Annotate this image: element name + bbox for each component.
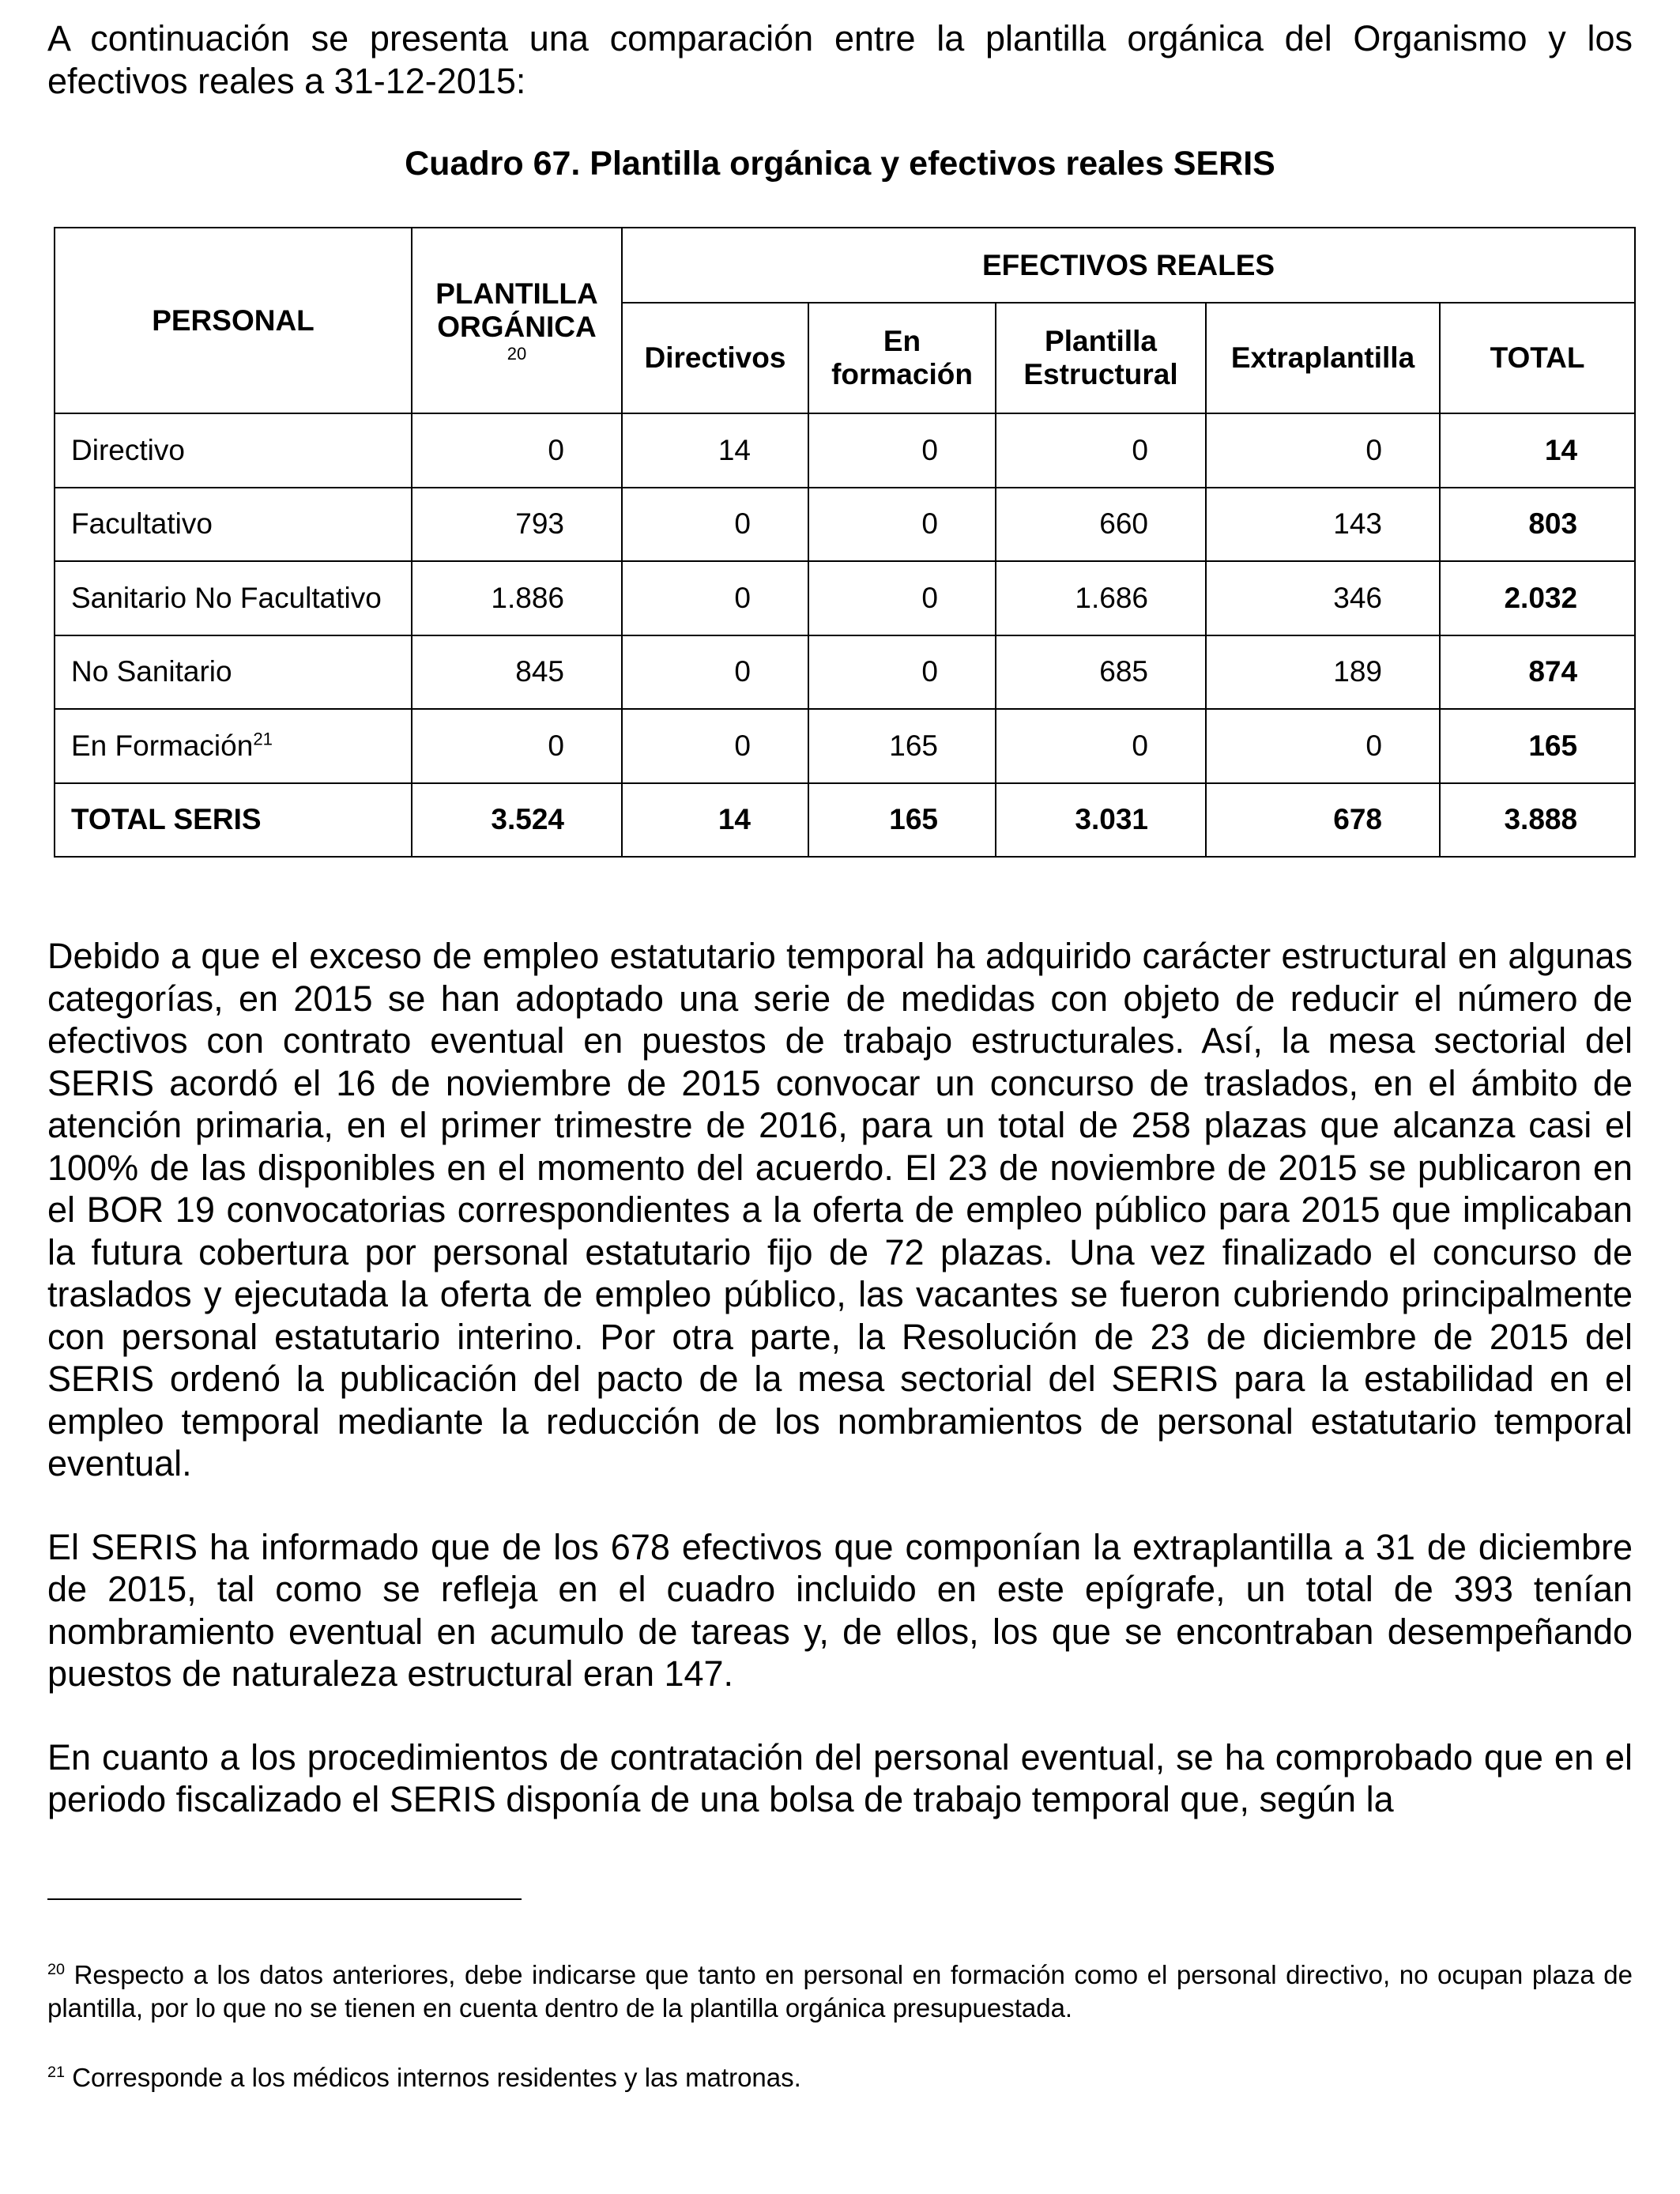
table-total-row xyxy=(55,783,1635,858)
cell-en-formacion: 0 xyxy=(808,635,996,710)
cell-estructural: 0 xyxy=(996,413,1206,488)
header-total: TOTAL xyxy=(1440,303,1635,413)
row-label: Facultativo xyxy=(55,488,412,562)
cell-plantilla: 0 xyxy=(412,709,622,783)
row-label: Sanitario No Facultativo xyxy=(55,561,412,635)
footnote-20 xyxy=(47,1958,1633,2025)
header-plantilla-organica xyxy=(412,228,622,413)
cell-total: 165 xyxy=(1440,709,1635,783)
cell-estructural: 660 xyxy=(996,488,1206,562)
row-label: En Formación$^{21}$ xyxy=(55,709,412,783)
cell-estructural: 1.686 xyxy=(996,561,1206,635)
cell-directivos: 14 xyxy=(622,413,808,488)
table-row xyxy=(55,561,1635,635)
header-plantilla-estructural: Plantilla Estructural xyxy=(996,303,1206,413)
footnote-ref-21: 21 xyxy=(253,729,273,749)
cell-en-formacion: 165 xyxy=(808,783,996,858)
footnote-text: Corresponde a los médicos internos residentes y las matronas. xyxy=(72,2062,801,2092)
header-directivos: Directivos xyxy=(622,303,808,413)
cell-extraplantilla: 143 xyxy=(1206,488,1440,562)
cell-en-formacion: 0 xyxy=(808,561,996,635)
cell-extraplantilla: 0 xyxy=(1206,709,1440,783)
footnote-divider xyxy=(47,1898,522,1900)
footnote-ref-20: 20 xyxy=(507,343,527,364)
header-efectivos-reales: EFECTIVOS REALES xyxy=(622,228,1635,303)
row-label: No Sanitario xyxy=(55,635,412,710)
cell-plantilla: 0 xyxy=(412,413,622,488)
footnote-text: Respecto a los datos anteriores, debe indicarse que tanto en personal en formación como el personal directivo, no ocupan plaza de plantilla, por lo que no se tienen en cuenta dentro de la plantilla orgánica presupuestada. xyxy=(47,1959,1633,2022)
cell-extraplantilla: 189 xyxy=(1206,635,1440,710)
cell-en-formacion: 165 xyxy=(808,709,996,783)
cell-extraplantilla: 0 xyxy=(1206,413,1440,488)
cell-extraplantilla: 678 xyxy=(1206,783,1440,858)
cell-plantilla: 1.886 xyxy=(412,561,622,635)
cell-total: 803 xyxy=(1440,488,1635,562)
footnote-number: 21 xyxy=(47,2063,66,2081)
cell-estructural: 685 xyxy=(996,635,1206,710)
document-page xyxy=(47,17,1633,2094)
cell-extraplantilla: 346 xyxy=(1206,561,1440,635)
intro-paragraph: A continuación se presenta una comparación entre la plantilla orgánica del Organismo y los efectivos reales a 31-12-2015: xyxy=(47,18,1633,101)
row-label: Directivo xyxy=(55,413,412,488)
cell-plantilla: 793 xyxy=(412,488,622,562)
cell-directivos: 0 xyxy=(622,635,808,710)
staff-table xyxy=(54,227,1636,858)
cell-total: 3.888 xyxy=(1440,783,1635,858)
header-personal: PERSONAL xyxy=(55,228,412,413)
cell-directivos: 0 xyxy=(622,488,808,562)
footnote-number: 20 xyxy=(47,1960,66,1978)
body-paragraph-3: En cuanto a los procedimientos de contratación del personal eventual, se ha comprobado que en el periodo fiscalizado el SERIS disponía de una bolsa de trabajo temporal que, según la xyxy=(47,1736,1633,1819)
cell-total: 2.032 xyxy=(1440,561,1635,635)
cell-total: 874 xyxy=(1440,635,1635,710)
header-en-formacion: En formación xyxy=(808,303,996,413)
cell-estructural: 0 xyxy=(996,709,1206,783)
footnote-21 xyxy=(47,2061,1633,2094)
header-plantilla-organica-label: PLANTILLA ORGÁNICA xyxy=(435,277,598,343)
cell-directivos: 0 xyxy=(622,709,808,783)
table-row xyxy=(55,635,1635,710)
body-paragraph-1: Debido a que el exceso de empleo estatutario temporal ha adquirido carácter estructural en algunas categorías, en 2015 se han adoptado una serie de medidas con objeto de reducir el número de efectivos con contrato eventual en puestos de trabajo estructurales. Así, la mesa sectorial del SERIS acordó el 16 de noviembre de 2015 convocar un concurso de traslados, en el ámbito de atención primaria, en el primer trimestre de 2016, para un total de 258 plazas que alcanza casi el 100% de las disponibles en el momento del acuerdo. El 23 de noviembre de 2015 se publicaron en el BOR 19 convocatorias correspondientes a la oferta de empleo público para 2015 que implicaban la futura cobertura por personal estatutario fijo de 72 plazas. Una vez finalizado el concurso de traslados y ejecutada la oferta de empleo público, las vacantes se fueron cubriendo principalmente con personal estatutario interino. Por otra parte, la Resolución de 23 de diciembre de 2015 del SERIS ordenó la publicación del pacto de la mesa sectorial del SERIS para la estabilidad en el empleo temporal mediante la reducción de los nombramientos de personal estatutario temporal eventual. xyxy=(47,936,1633,1483)
header-extraplantilla: Extraplantilla xyxy=(1206,303,1440,413)
cell-total: 14 xyxy=(1440,413,1635,488)
cell-plantilla: 3.524 xyxy=(412,783,622,858)
table-row xyxy=(55,709,1635,783)
table-row xyxy=(55,413,1635,488)
table-caption: Cuadro 67. Plantilla orgánica y efectivos reales SERIS xyxy=(405,145,1275,183)
row-label: TOTAL SERIS xyxy=(55,783,412,858)
cell-directivos: 14 xyxy=(622,783,808,858)
cell-estructural: 3.031 xyxy=(996,783,1206,858)
cell-en-formacion: 0 xyxy=(808,413,996,488)
body-paragraph-2: El SERIS ha informado que de los 678 efectivos que componían la extraplantilla a 31 de diciembre de 2015, tal como se refleja en el cuadro incluido en este epígrafe, un total de 393 tenían nombramiento eventual en acumulo de tareas y, de ellos, los que se encontraban desempeñando puestos de naturaleza estructural eran 147. xyxy=(47,1526,1633,1694)
cell-plantilla: 845 xyxy=(412,635,622,710)
table-row xyxy=(55,488,1635,562)
cell-en-formacion: 0 xyxy=(808,488,996,562)
cell-directivos: 0 xyxy=(622,561,808,635)
